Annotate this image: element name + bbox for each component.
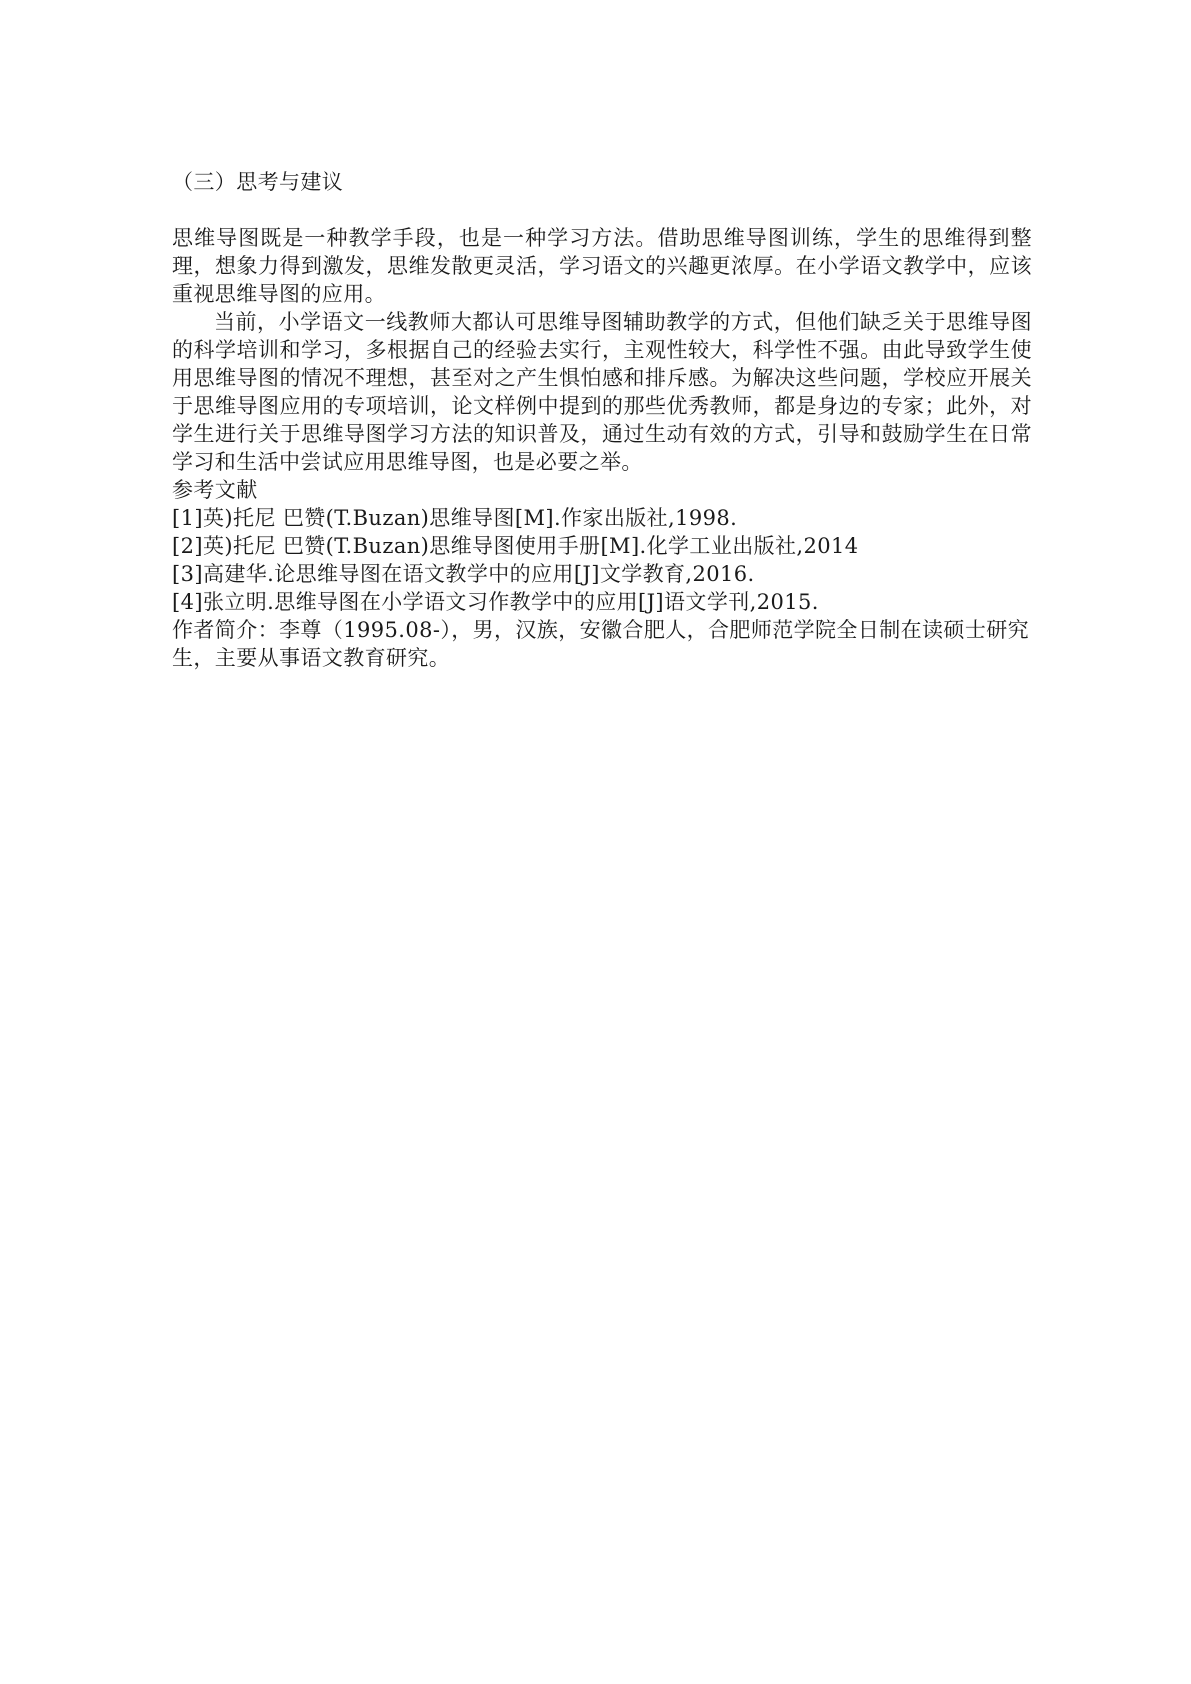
reference-item: [4]张立明.思维导图在小学语文习作教学中的应用[J]语文学刊,2015.: [172, 590, 819, 614]
reference-item: [2]英)托尼 巴赞(T.Buzan)思维导图使用手册[M].化学工业出版社,2014: [172, 534, 859, 558]
references-heading: 参考文献: [172, 478, 258, 502]
section-heading: （三）思考与建议: [172, 170, 344, 194]
page-content: [172, 168, 1032, 672]
reference-item: [1]英)托尼 巴赞(T.Buzan)思维导图[M].作家出版社,1998.: [172, 506, 738, 530]
paragraph-intro: 思维导图既是一种教学手段，也是一种学习方法。借助思维导图训练，学生的思维得到整理，想象力得到激发，思维发散更灵活，学习语文的兴趣更浓厚。在小学语文教学中，应该重视思维导图的应用。: [172, 226, 1032, 306]
author-bio: 作者简介：李尊（1995.08-），男，汉族，安徽合肥人，合肥师范学院全日制在读硕士研究生，主要从事语文教育研究。: [172, 618, 1030, 670]
paragraph-current-status: 当前，小学语文一线教师大都认可思维导图辅助教学的方式，但他们缺乏关于思维导图的科学培训和学习，多根据自己的经验去实行，主观性较大，科学性不强。由此导致学生使用思维导图的情况不理想，甚至对之产生惧怕感和排斥感。为解决这些问题，学校应开展关于思维导图应用的专项培训，论文样例中提到的那些优秀教师，都是身边的专家；此外，对学生进行关于思维导图学习方法的知识普及，通过生动有效的方式，引导和鼓励学生在日常学习和生活中尝试应用思维导图，也是必要之举。: [172, 310, 1032, 474]
references-list: [172, 504, 1032, 616]
reference-item: [3]高建华.论思维导图在语文教学中的应用[J]文学教育,2016.: [172, 562, 755, 586]
